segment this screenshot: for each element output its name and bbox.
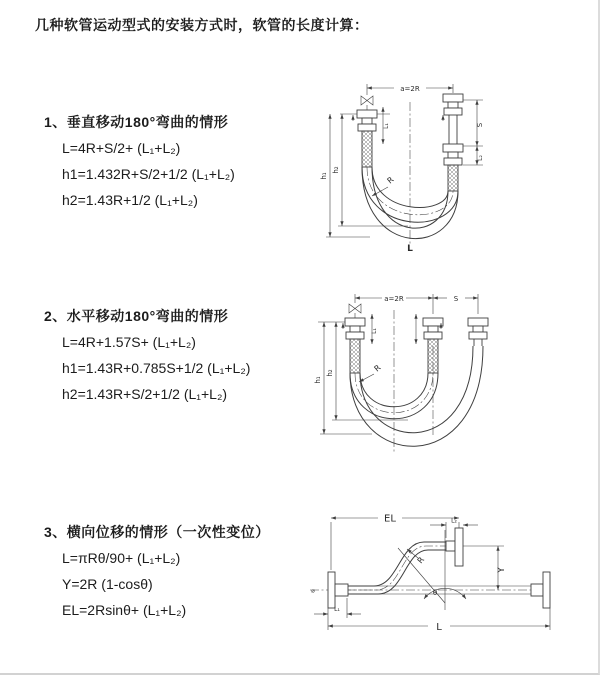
stroke-dimension: [463, 100, 484, 165]
height-dimensions: [320, 114, 443, 237]
radius-label: R: [372, 363, 383, 374]
moving-fitting-position-2: [468, 318, 488, 346]
end1-label: L₁: [371, 328, 378, 334]
h2-label: h₂: [332, 166, 340, 174]
section-lateral-offset: [44, 522, 324, 626]
h1-label: h₁: [320, 172, 328, 180]
width-label: a=2R: [384, 294, 404, 303]
hose-curves: [350, 346, 483, 446]
height-dimensions: [314, 322, 441, 434]
end2-dimension: [430, 518, 478, 539]
radius-label: R: [385, 175, 396, 186]
formula-offset: Y=2R (1-cosθ): [62, 576, 153, 592]
width-dimension: [355, 294, 478, 314]
section-3-heading: 3、横向位移的情形（一次性变位）: [44, 524, 270, 540]
valve-icon: [349, 304, 361, 318]
moving-fitting-position-1: [423, 318, 443, 373]
section-2-heading: 2、水平移动180°弯曲的情形: [44, 308, 229, 324]
el-label: EL: [384, 513, 396, 525]
formula-length: L=4R+1.57S+ (L₁+L₂): [62, 334, 196, 350]
formula-h1: h1=1.432R+S/2+1/2 (L₁+L₂): [62, 166, 235, 182]
section-1-heading: 1、垂直移动180°弯曲的情形: [44, 114, 229, 130]
stroke-label: S: [453, 294, 459, 303]
width-label: a=2R: [400, 84, 420, 93]
stroke-label: S: [476, 122, 484, 128]
end-length-dimension-left: [383, 107, 390, 144]
left-fitting: [357, 110, 377, 167]
diagram-vertical-180-bend: [310, 74, 590, 254]
radius-label: R: [415, 555, 427, 566]
formula-h2: h2=1.43R+S/2+1/2 (L₁+L₂): [62, 386, 228, 402]
fixed-fitting: [345, 318, 365, 373]
angle-label: θ: [432, 589, 438, 597]
h1-label: h₁: [314, 376, 322, 384]
end2-label: L₂: [451, 517, 457, 525]
section-horizontal-movement: [44, 306, 324, 410]
offset-label: Y: [497, 567, 507, 573]
upper-flange: [446, 528, 463, 566]
h2-label: h₂: [326, 369, 334, 377]
right-fitting-lower-position: [443, 144, 463, 191]
formula-el: EL=2Rsinθ+ (L₁+L₂): [62, 602, 187, 618]
formula-h1: h1=1.43R+0.785S+1/2 (L₁+L₂): [62, 360, 251, 376]
end-length-dimensions: [371, 314, 416, 344]
length-dimension: [328, 608, 550, 633]
diagram-horizontal-180-bend: [310, 284, 590, 459]
end1-label: L₁: [334, 606, 340, 613]
left-flange: [328, 572, 348, 608]
formula-h2: h2=1.43R+1/2 (L₁+L₂): [62, 192, 198, 208]
page-title: 几种软管运动型式的安装方式时，软管的长度计算：: [35, 17, 369, 33]
valve-icon: [361, 96, 373, 110]
length-label: L: [436, 622, 442, 633]
end1-label: L₁: [383, 123, 390, 129]
diagram-lateral-offset: [298, 502, 598, 642]
section-vertical-movement: [44, 112, 324, 216]
width-dimension: [367, 84, 453, 95]
end2-label: L₂: [477, 155, 484, 161]
offset-dimension: [463, 546, 507, 590]
length-label: L: [407, 244, 413, 254]
radius-callout: [359, 363, 383, 382]
centerline-mark: ⌀: [311, 587, 315, 595]
formula-length: L=πRθ/90+ (L₁+L₂): [62, 550, 181, 566]
end1-dimension: [314, 598, 361, 630]
right-fitting-upper-position: [443, 94, 463, 144]
formula-length: L=4R+S/2+ (L₁+L₂): [62, 140, 181, 156]
